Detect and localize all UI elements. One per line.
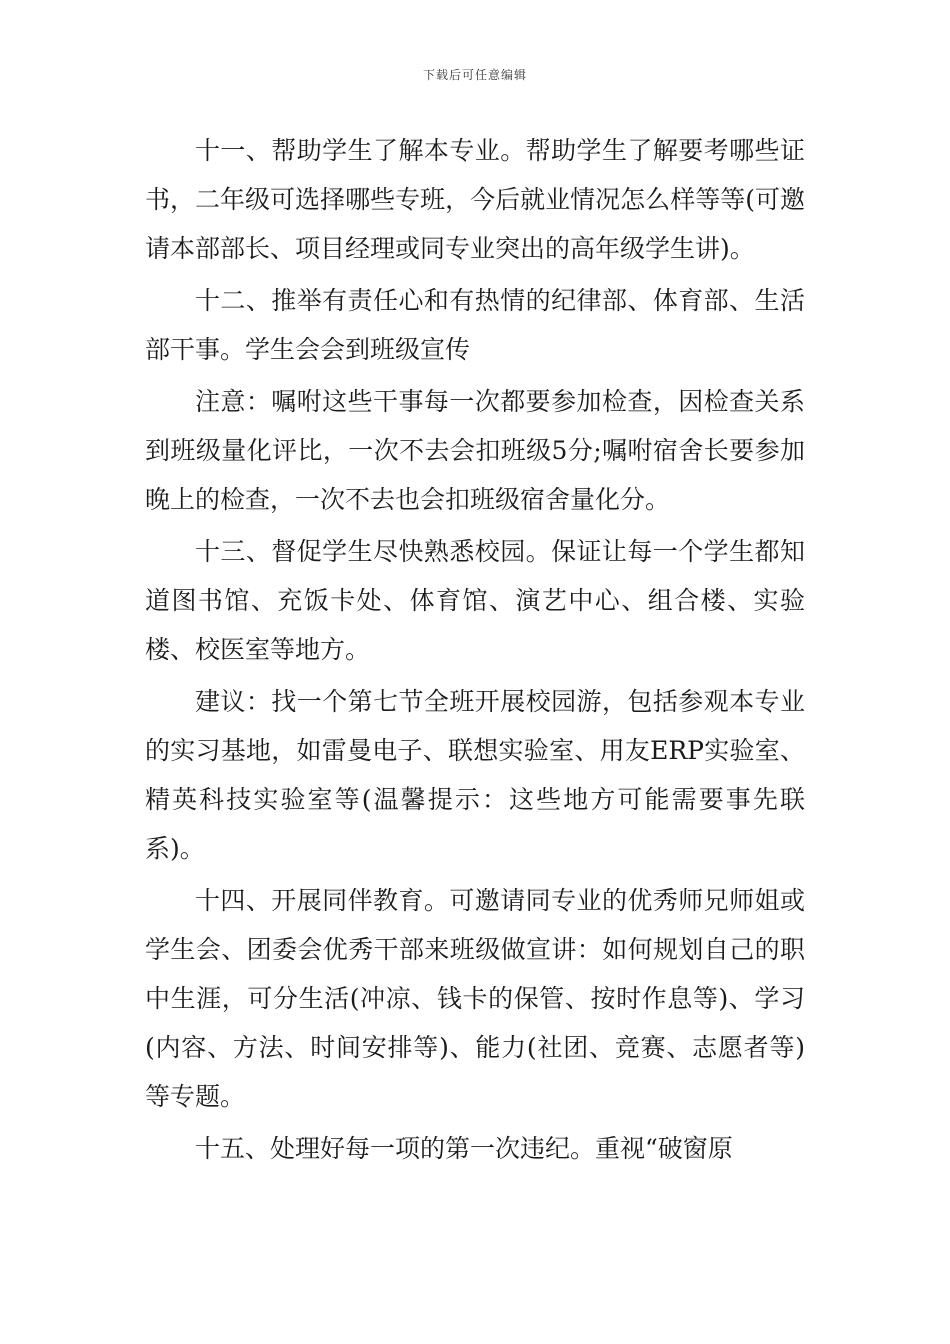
paragraph-14: 十四、开展同伴教育。可邀请同专业的优秀师兄师姐或学生会、团委会优秀干部来班级做宣讲：如何规划自己的职中生涯，可分生活(冲凉、钱卡的保管、按时作息等)、学习(内容、方法、时间安排等)、能力(社团、竞赛、志愿者等)等专题。 — [145, 886, 805, 1111]
document-body — [145, 126, 805, 1176]
paragraph-12-note: 注意：嘱咐这些干事每一次都要参加检查，因检查关系到班级量化评比，一次不去会扣班级5分;嘱咐宿舍长要参加晚上的检查，一次不去也会扣班级宿舍量化分。 — [145, 387, 805, 514]
paragraph-11: 十一、帮助学生了解本专业。帮助学生了解要考哪些证书，二年级可选择哪些专班，今后就业情况怎么样等等(可邀请本部部长、项目经理或同专业突出的高年级学生讲)。 — [145, 136, 805, 263]
paragraph-13: 十三、督促学生尽快熟悉校园。保证让每一个学生都知道图书馆、充饭卡处、体育馆、演艺中心、组合楼、实验楼、校医室等地方。 — [145, 537, 805, 664]
paragraph-15: 十五、处理好每一项的第一次违纪。重视“破窗原 — [195, 1134, 733, 1163]
header-note: 下载后可任意编辑 — [422, 68, 527, 82]
paragraph-12: 十二、推举有责任心和有热情的纪律部、体育部、生活部干事。学生会会到班级宣传 — [145, 286, 805, 364]
paragraph-13-suggestion: 建议：找一个第七节全班开展校园游，包括参观本专业的实习基地，如雷曼电子、联想实验室、用友ERP实验室、精英科技实验室等(温馨提示：这些地方可能需要事先联系)。 — [145, 687, 805, 863]
